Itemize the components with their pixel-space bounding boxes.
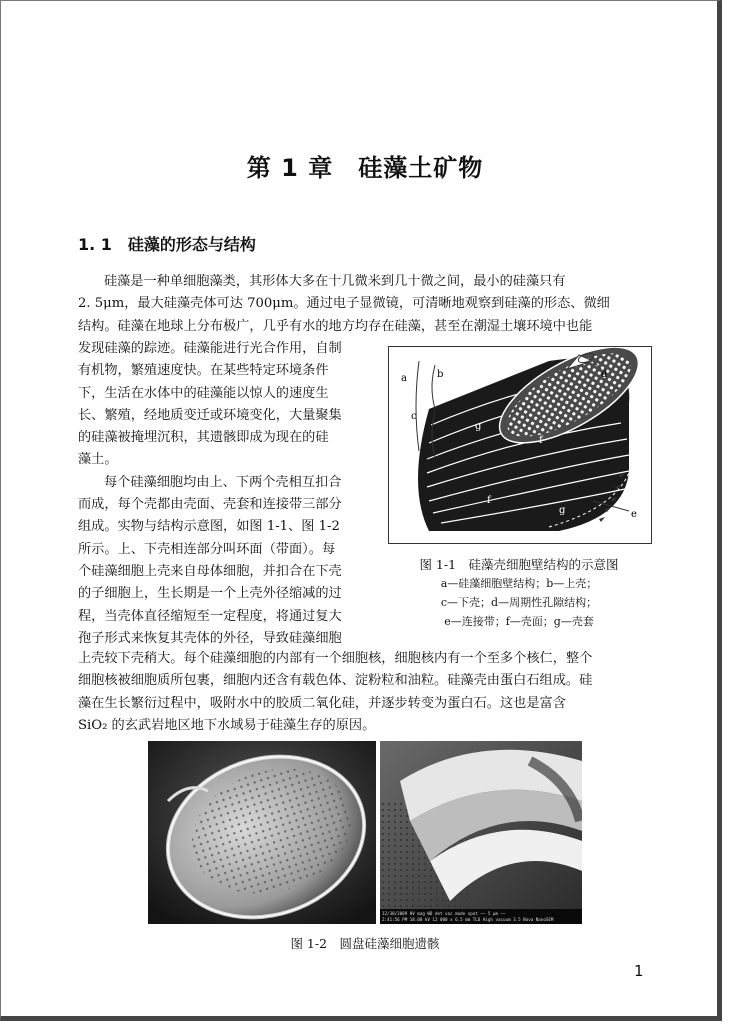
wrap-line: 孢子形式来恢复其壳体的外径，导致硅藻细胞 bbox=[78, 630, 342, 646]
paragraph-3-line: SiO₂ 的玄武岩地区地下水域易于硅藻生存的原因。 bbox=[78, 717, 376, 733]
wrap-line: 长、繁殖，经地质变迁或环境变化，大量聚集 bbox=[78, 407, 342, 423]
figure-1-2-caption: 图 1-2 圆盘硅藻细胞遗骸 bbox=[290, 936, 440, 951]
paragraph-3-line: 细胞核被细胞质所包裹，细胞内还含有载色体、淀粉粒和油粒。硅藻壳由蛋白石组成。硅 bbox=[78, 673, 593, 689]
wrap-line: 程，当壳体直径缩短至一定程度，将通过复大 bbox=[78, 608, 342, 624]
label-f: f bbox=[487, 495, 491, 506]
paragraph-1-line: 硅藻是一种单细胞藻类，其形体大多在十几微米到几十微之间，最小的硅藻只有 bbox=[104, 274, 566, 289]
paragraph-1-line: 结构。硅藻在地球上分布极广，几乎有水的地方均存在硅藻，甚至在潮湿土壤环境中也能 bbox=[78, 318, 593, 334]
chapter-title: 第 1 章 硅藻土矿物 bbox=[246, 154, 484, 182]
label-a: a bbox=[401, 373, 407, 384]
wrap-line: 而成，每个壳都由壳面、壳套和连接带三部分 bbox=[78, 497, 342, 513]
label-g: g bbox=[475, 421, 482, 432]
figure-1-2-photos bbox=[148, 741, 582, 924]
paragraph-3-line: 藻在生长繁衍过程中，吸附水中的胶质二氧化硅，并逐步转变为蛋白石。这也是富含 bbox=[78, 695, 566, 711]
sem-photo-right bbox=[380, 741, 582, 924]
label-f: f bbox=[539, 435, 543, 446]
label-e: e bbox=[631, 509, 637, 520]
wrap-line: 藻土。 bbox=[78, 452, 118, 468]
diatom-wall-diagram bbox=[389, 347, 651, 543]
figure-1-1-schematic bbox=[388, 346, 652, 544]
paragraph-3 bbox=[78, 648, 652, 737]
wrap-line: 所示。上、下壳相连部分叫环面（带面）。每 bbox=[78, 541, 336, 557]
wrap-line: 的子细胞上，生长期是一个上壳外径缩减的过 bbox=[78, 586, 342, 602]
figure-1-1-title: 图 1-1 硅藻壳细胞壁结构的示意图 bbox=[419, 557, 619, 572]
figure-1-1-caption bbox=[388, 555, 650, 631]
label-b: b bbox=[437, 369, 444, 380]
figure-1-1-legend-line: e—连接带；f—壳面；g—壳套 bbox=[444, 615, 594, 628]
sem-info-bar-2: 2:41:56 PM 18.00 kV 12 000 x 6.5 mm TLD High vacuum 3.5 Nova NanoSEM bbox=[382, 917, 554, 922]
paragraph-1-line: 2. 5μm，最大硅藻壳体可达 700μm。通过电子显微镜，可清晰地观察到硅藻的形态、微细 bbox=[78, 296, 610, 312]
figure-1-1-legend-line: c—下壳；d—周期性孔隙结构； bbox=[440, 596, 598, 609]
sem-photo-left bbox=[148, 741, 376, 924]
page-number: 1 bbox=[634, 962, 644, 980]
wrap-line: 个硅藻细胞上壳来自母体细胞，并扣合在下壳 bbox=[78, 563, 342, 579]
label-g: g bbox=[559, 505, 566, 516]
label-d: d bbox=[601, 369, 608, 380]
sem-info-bar: 12/30/2009 HV mag WD det vac mode spot —— 5 μm —— bbox=[382, 911, 506, 916]
wrap-line: 有机物，繁殖速度快。在某些特定环境条件 bbox=[78, 363, 329, 379]
paragraph-3-line: 上壳较下壳稍大。每个硅藻细胞的内部有一个细胞核，细胞核内有一个至多个核仁，整个 bbox=[78, 651, 593, 666]
wrap-line: 组成。实物与结构示意图，如图 1-1、图 1-2 bbox=[78, 519, 340, 535]
wrap-line: 每个硅藻细胞均由上、下两个壳相互扣合 bbox=[104, 474, 342, 490]
wrapped-text-column bbox=[78, 338, 380, 650]
paragraph-1 bbox=[78, 271, 652, 338]
wrap-line: 发现硅藻的踪迹。硅藻能进行光合作用，自制 bbox=[78, 341, 342, 356]
wrap-line: 的硅藻被掩埋沉积，其遗骸即成为现在的硅 bbox=[78, 430, 329, 446]
section-title: 1. 1 硅藻的形态与结构 bbox=[78, 235, 256, 254]
wrap-line: 下，生活在水体中的硅藻能以惊人的速度生 bbox=[78, 385, 329, 401]
figure-1-1-legend-line: a—硅藻细胞壁结构；b—上壳； bbox=[440, 577, 598, 590]
label-c: c bbox=[411, 411, 417, 422]
